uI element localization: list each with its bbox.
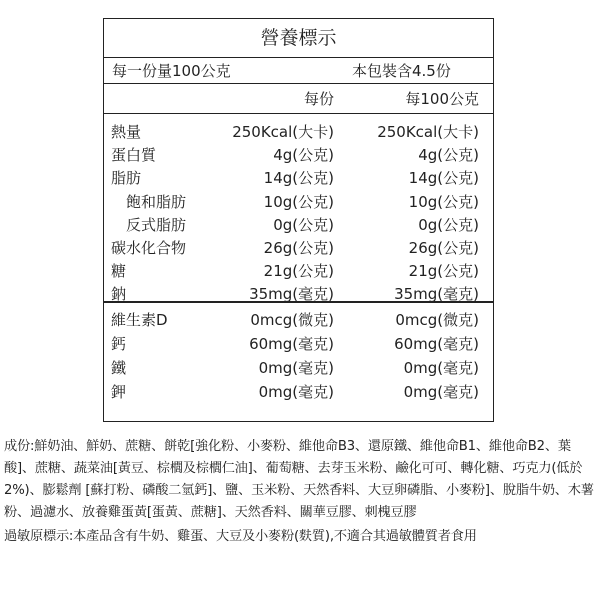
nutrient-name: 鈣	[111, 334, 127, 353]
nutrient-per-100g: 0mg(毫克)	[403, 382, 479, 401]
nutrient-per-100g: 14g(公克)	[408, 169, 479, 188]
micronutrient-section	[104, 303, 493, 403]
nutrient-row	[104, 282, 493, 305]
nutrient-name: 飽和脂肪	[126, 192, 187, 211]
nutrient-row	[104, 236, 493, 259]
nutrient-per-100g: 10g(公克)	[408, 192, 479, 211]
nutrient-name: 鉀	[111, 382, 127, 401]
nutrient-per-100g: 4g(公克)	[418, 146, 479, 165]
allergen-text: 過敏原標示:本產品含有牛奶、雞蛋、大豆及小麥粉(麩質),不適合其過敏體質者食用	[4, 529, 477, 544]
nutrient-name: 脂肪	[111, 169, 142, 188]
nutrient-per-serving: 0g(公克)	[273, 215, 334, 234]
nutrient-name: 鐵	[111, 358, 127, 377]
nutrient-per-serving: 26g(公克)	[263, 239, 334, 258]
nutrient-per-100g: 0mcg(微克)	[395, 310, 479, 329]
nutrition-title: 營養標示	[104, 19, 493, 58]
ingredients-block	[4, 436, 596, 548]
nutrient-per-100g: 60mg(毫克)	[394, 334, 479, 353]
nutrient-per-100g: 35mg(毫克)	[394, 285, 479, 304]
nutrient-per-serving: 35mg(毫克)	[249, 285, 334, 304]
nutrient-per-serving: 250Kcal(大卡)	[232, 123, 334, 142]
nutrient-per-100g: 26g(公克)	[408, 239, 479, 258]
nutrient-row	[104, 190, 493, 213]
nutrient-per-serving: 0mg(毫克)	[258, 358, 334, 377]
nutrient-per-100g: 0g(公克)	[418, 215, 479, 234]
serving-info	[104, 58, 493, 84]
nutrient-row	[104, 307, 493, 331]
servings-per-pack: 本包裝含4.5份	[352, 62, 451, 80]
nutrient-per-serving: 4g(公克)	[273, 146, 334, 165]
ingredients-text: 成份:鮮奶油、鮮奶、蔗糖、餅乾[強化粉、小麥粉、維他命B3、還原鐵、維他命B1、維他命B2、葉酸]、蔗糖、蔬菜油[黃豆、棕櫚及棕櫚仁油]、葡萄糖、去芽玉米粉、鹼化可可、轉化糖、巧克力(低於2%)、膨鬆劑 [蘇打粉、磷酸二氫鈣]、鹽、玉米粉、天然香料、大豆卵磷脂、小麥粉]、脫脂牛奶、木薯粉、過濾水、放養雞蛋黃[蛋黃、蔗糖]、天然香料、關華豆膠、刺槐豆膠	[4, 439, 594, 520]
nutrient-per-serving: 14g(公克)	[263, 169, 334, 188]
nutrient-row	[104, 213, 493, 236]
nutrient-name: 糖	[111, 262, 127, 281]
nutrient-name: 蛋白質	[111, 146, 157, 165]
col-per-serving: 每份	[303, 90, 334, 108]
nutrient-per-serving: 10g(公克)	[263, 192, 334, 211]
nutrient-row	[104, 331, 493, 355]
nutrient-row	[104, 143, 493, 166]
nutrient-row	[104, 166, 493, 189]
nutrient-per-serving: 60mg(毫克)	[249, 334, 334, 353]
column-headers	[104, 84, 493, 114]
nutrient-per-100g: 250Kcal(大卡)	[377, 123, 479, 142]
nutrition-facts-table	[103, 18, 494, 422]
nutrient-name: 鈉	[111, 285, 127, 304]
col-per-100g: 每100公克	[405, 90, 479, 108]
nutrient-row	[104, 120, 493, 143]
nutrient-name: 熱量	[111, 123, 142, 142]
nutrient-row	[104, 259, 493, 282]
serving-size: 每一份量100公克	[112, 62, 231, 80]
nutrient-per-100g: 21g(公克)	[408, 262, 479, 281]
nutrient-per-serving: 0mcg(微克)	[250, 310, 334, 329]
nutrient-name: 維生素D	[111, 310, 168, 329]
nutrient-section	[104, 114, 493, 303]
nutrient-row	[104, 355, 493, 379]
nutrient-per-100g: 0mg(毫克)	[403, 358, 479, 377]
nutrient-name: 碳水化合物	[111, 239, 187, 258]
nutrient-row	[104, 379, 493, 403]
nutrient-per-serving: 21g(公克)	[263, 262, 334, 281]
nutrient-per-serving: 0mg(毫克)	[258, 382, 334, 401]
nutrient-name: 反式脂肪	[126, 215, 187, 234]
